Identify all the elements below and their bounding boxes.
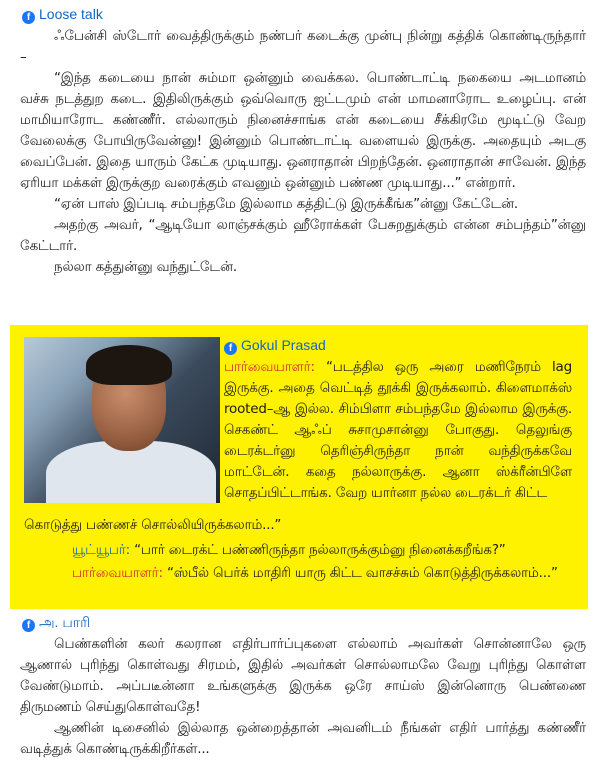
- author-name[interactable]: Loose talk: [39, 6, 103, 22]
- author-row: [0, 612, 600, 634]
- paragraph: ஆணின் டிசைனில் இல்லாத ஒன்றைத்தான் அவனிடம் நீங்கள் எதிர் பார்த்து கண்ணீர் வடித்துக் கொண்டிருக்கிறீர்கள்...: [20, 720, 586, 757]
- dialogue-line: [224, 357, 572, 504]
- facebook-icon: f: [22, 11, 35, 24]
- paragraph: “இந்த கடையை நான் சும்மா ஒன்னும் வைக்கல. பொண்டாட்டி நகையை அடமானம் வச்சு நடத்துற கடை. இதிலிருக்கும் ஒவ்வொரு ஐட்டமும் என் மாமனாரோட உழைப்பு. என் மாமியாரோட கண்ணீர். எல்லாரும் நினைச்சாங்க என் கடையை சீக்கிரமே மூடிட்டு வேற வேலைக்கு போயிருவேன்னு! இன்னும் பொண்டாட்டி வளையல் இருக்கு. அதையும் அடகு வைப்பேன். இதை யாரும் கேட்க முடியாது. ஒனராதான் பிறந்தேன். ஒனராதான் சாவேன். இந்த ஏரியா மக்கள் இருக்குற வரைக்கும் எவனும் ஒன்னும் பண்ண முடியாது...” என்றார்.: [20, 70, 586, 191]
- author-photo: [24, 337, 220, 503]
- speaker-label: யூட்யூபர்:: [72, 542, 130, 558]
- paragraph: பெண்களின் கலர் கலரான எதிர்பார்ப்புகளை எல்லாம் அவர்கள் சொன்னாலே ஒரு ஆணால் புரிந்து கொள்வது சிரமம், இதில் அவர்கள் சொல்லாமலே வேறு புரிந்து கொள்ள வேண்டுமாம். அப்படீன்னா உங்களுக்கு இருக்க ஒரே சாய்ஸ் இன்னொரு பெண்ணை திருமணம் செய்துகொள்வதே!: [20, 636, 586, 715]
- dialogue-text: “படத்தில ஒரு அரை மணிநேரம் lag இருக்கு. அதை வெட்டித் தூக்கி இருக்கலாம். கிளைமாக்ஸ் rooted–ஆ இல்ல. சிம்பிளா சம்பந்தமே இல்லாம இருக்கு. செகண்ட் ஆஃப் சுசாமுசான்னு போகுது. தெலுங்கு டைரக்டர்னு தெரிஞ்சிருந்தா நான் வந்திருக்கவே மாட்டேன். கதை நல்லாருக்கு. ஆனா ஸ்க்ரீன்பிளே சொதப்பிட்டாங்க. வேற யார்னா நல்ல டைரக்டர் கிட்ட: [224, 359, 572, 501]
- post-gokul-prasad: [10, 325, 588, 609]
- dialogue-text: “ஸ்பீல் பெர்க் மாதிரி யாரு கிட்ட வாசச்சும் கொடுத்திருக்கலாம்...”: [166, 565, 558, 581]
- author-name[interactable]: அ. பாரி: [39, 614, 91, 630]
- paragraph: “ஏன் பாஸ் இப்படி சம்பந்தமே இல்லாம கத்திட்டு இருக்கீங்க”ன்னு கேட்டேன்.: [54, 196, 519, 212]
- dialogue-continuation: கொடுத்து பண்ணச் சொல்லியிருக்கலாம்...”: [24, 517, 282, 533]
- facebook-icon: f: [224, 342, 237, 355]
- paragraph: ஃபேன்சி ஸ்டோர் வைத்திருக்கும் நண்பர் கடைக்கு முன்பு நின்று கத்திக் கொண்டிருந்தார் –: [20, 28, 586, 65]
- dialogue-line: [24, 563, 574, 584]
- facebook-icon: f: [22, 619, 35, 632]
- speaker-label: பார்வையாளர்:: [72, 565, 163, 581]
- paragraph: அதற்கு அவர், “ஆடியோ லாஞ்சக்கும் ஹீரோக்கள் பேசுறதுக்கும் என்ன சம்பந்தம்”ன்னு கேட்டார்.: [20, 217, 586, 254]
- speaker-label: பார்வையாளர்:: [224, 359, 315, 375]
- dialogue-text: “பார் டைரக்ட் பண்ணிருந்தா நல்லாருக்கும்னு நினைக்கறீங்க?”: [134, 542, 506, 558]
- author-row: [224, 335, 326, 355]
- post-body: [0, 26, 600, 278]
- paragraph: நல்லா கத்துன்னு வந்துட்டேன்.: [54, 259, 237, 275]
- post-body: [0, 634, 600, 760]
- author-row: [0, 4, 600, 26]
- author-name[interactable]: Gokul Prasad: [241, 337, 326, 353]
- post-a-paari: [0, 612, 600, 760]
- dialogue-line: [24, 540, 574, 561]
- post-loose-talk: [0, 4, 600, 278]
